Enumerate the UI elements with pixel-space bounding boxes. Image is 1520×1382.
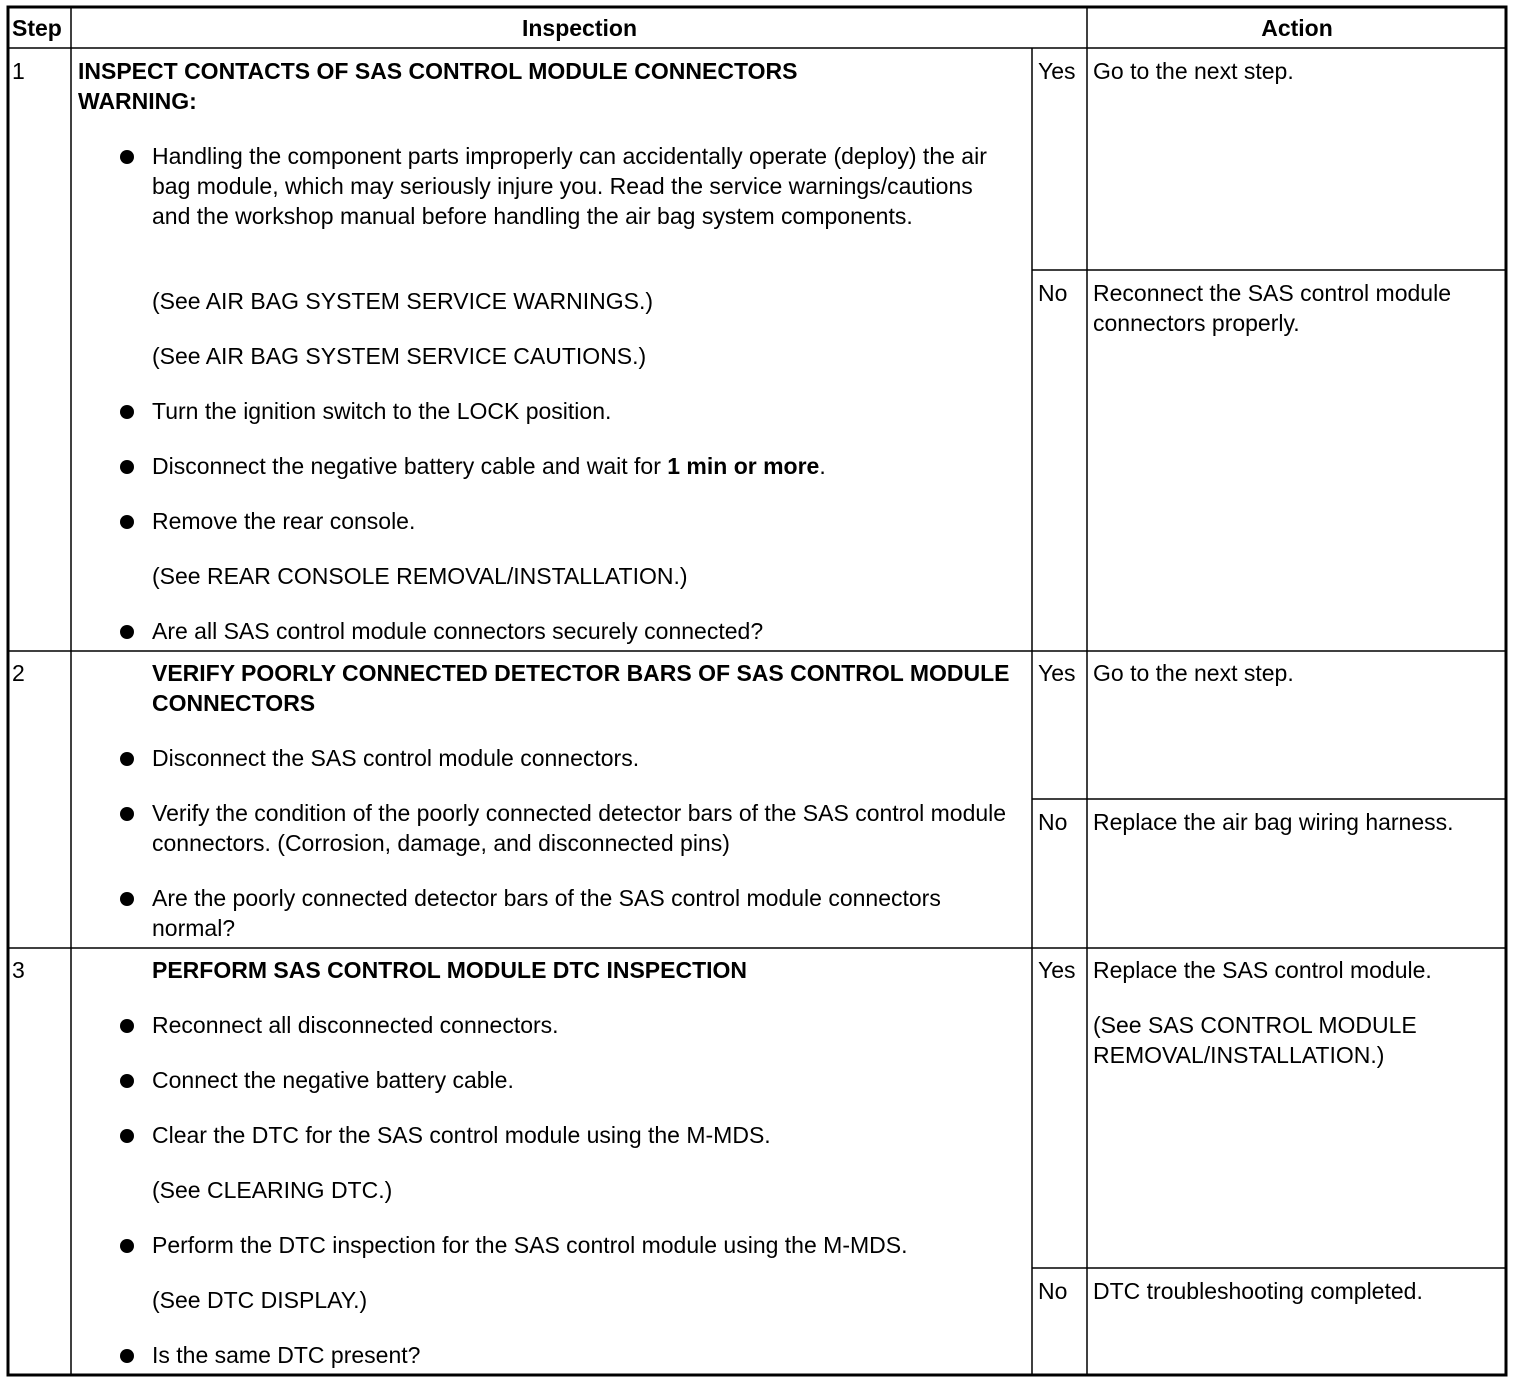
warning-label: WARNING:: [78, 88, 197, 114]
step-title: VERIFY POORLY CONNECTED DETECTOR BARS OF SAS CONTROL MODULE CONNECTORS: [152, 660, 1010, 716]
instruction-text-part: Disconnect the negative battery cable and wait for: [152, 453, 668, 479]
yes-action: Replace the SAS control module.: [1093, 957, 1432, 983]
bullet-icon: [120, 1129, 134, 1143]
bullet-icon: [120, 150, 134, 164]
no-action: Reconnect the SAS control module connectors properly.: [1093, 280, 1451, 336]
bullet-icon: [120, 892, 134, 906]
bullet-icon: [120, 625, 134, 639]
no-label: No: [1038, 280, 1068, 306]
instruction-text-end: .: [819, 453, 826, 479]
no-action: Replace the air bag wiring harness.: [1093, 809, 1454, 835]
instruction-text: Perform the DTC inspection for the SAS control module using the M-MDS.: [152, 1232, 908, 1258]
bullet-icon: [120, 515, 134, 529]
bullet-icon: [120, 1239, 134, 1253]
bullet-icon: [120, 1349, 134, 1363]
step-number: 3: [12, 957, 25, 983]
bullet-icon: [120, 1074, 134, 1088]
instruction-text: Verify the condition of the poorly connected detector bars of the SAS control module connectors. (Corrosion, damage, and disconnected pins): [152, 800, 1007, 856]
step-title: PERFORM SAS CONTROL MODULE DTC INSPECTION: [152, 957, 748, 983]
warning-text: Handling the component parts improperly can accidentally operate (deploy) the air bag module, which may seriously injure you. Read the service warnings/cautions and the workshop manual before handling the air bag system components.: [152, 143, 987, 229]
reference-text: (See AIR BAG SYSTEM SERVICE CAUTIONS.): [152, 343, 647, 369]
bullet-icon: [120, 1019, 134, 1033]
no-action: DTC troubleshooting completed.: [1093, 1278, 1423, 1304]
reference-text: (See CLEARING DTC.): [152, 1177, 393, 1203]
no-label: No: [1038, 809, 1068, 835]
header-step: Step: [12, 15, 62, 41]
header-inspection: Inspection: [521, 15, 637, 41]
step-number: 1: [12, 58, 25, 84]
step-number: 2: [12, 660, 25, 686]
yes-action: Go to the next step.: [1093, 660, 1294, 686]
yes-label: Yes: [1038, 660, 1076, 686]
question-text: Are all SAS control module connectors securely connected?: [152, 618, 764, 644]
instruction-text: Reconnect all disconnected connectors.: [152, 1012, 559, 1038]
instruction-text: Connect the negative battery cable.: [152, 1067, 514, 1093]
wait-duration: 1 min or more: [667, 453, 820, 479]
instruction-text: Disconnect the SAS control module connectors.: [152, 745, 640, 771]
reference-text: (See AIR BAG SYSTEM SERVICE WARNINGS.): [152, 288, 654, 314]
no-label: No: [1038, 1278, 1068, 1304]
bullet-icon: [120, 807, 134, 821]
bullet-icon: [120, 460, 134, 474]
step-title: INSPECT CONTACTS OF SAS CONTROL MODULE CONNECTORS: [78, 58, 798, 84]
reference-text: (See DTC DISPLAY.): [152, 1287, 368, 1313]
instruction-text: Clear the DTC for the SAS control module using the M-MDS.: [152, 1122, 771, 1148]
bullet-icon: [120, 752, 134, 766]
bullet-icon: [120, 405, 134, 419]
instruction-text: Remove the rear console.: [152, 508, 416, 534]
reference-text: (See REAR CONSOLE REMOVAL/INSTALLATION.): [152, 563, 688, 589]
yes-label: Yes: [1038, 957, 1076, 983]
yes-action: Go to the next step.: [1093, 58, 1294, 84]
question-text: Is the same DTC present?: [152, 1342, 421, 1368]
instruction-text: Turn the ignition switch to the LOCK position.: [152, 398, 612, 424]
yes-label: Yes: [1038, 58, 1076, 84]
instruction-text: [152, 451, 826, 481]
yes-action-reference: (See SAS CONTROL MODULE REMOVAL/INSTALLATION.): [1093, 1012, 1417, 1068]
question-text: Are the poorly connected detector bars of the SAS control module connectors normal?: [152, 885, 941, 941]
header-action: Action: [1261, 15, 1333, 41]
